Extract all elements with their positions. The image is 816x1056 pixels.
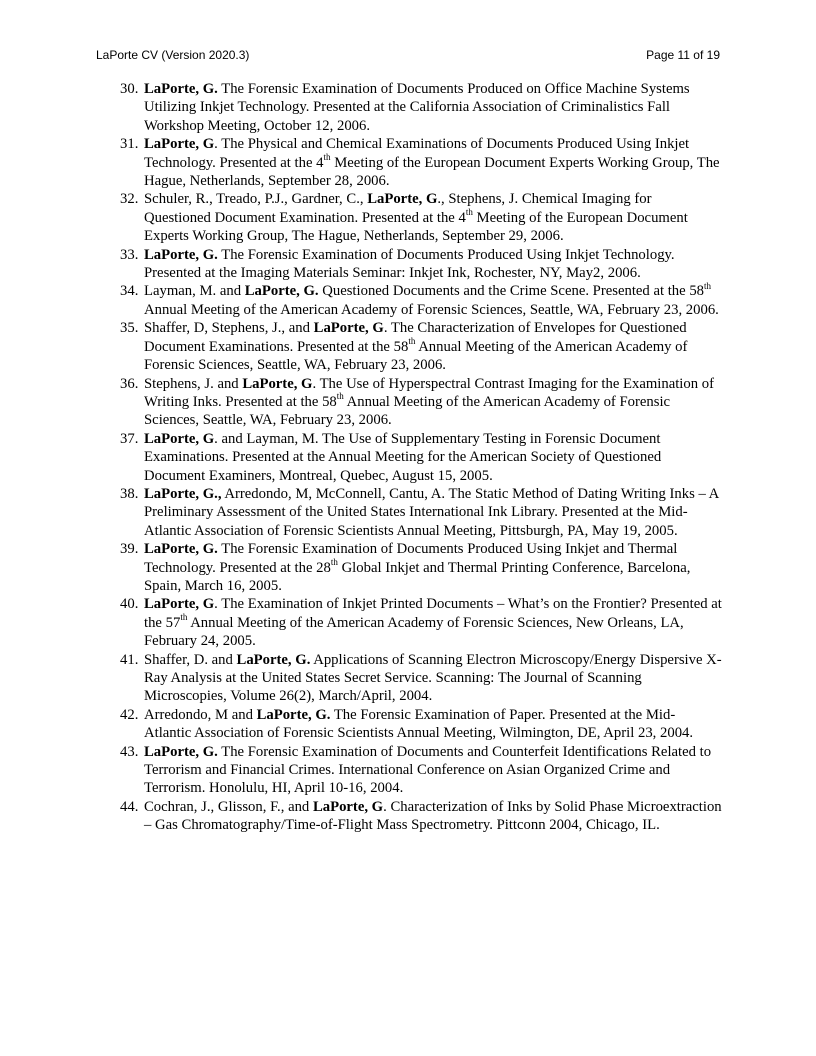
author-name: LaPorte, G. xyxy=(236,651,311,668)
entry-number: 44. xyxy=(120,798,139,815)
entry-number: 43. xyxy=(120,743,139,760)
entry-text: Annual Meeting of the American Academy of Forensic Sciences, Seattle, WA, February 23, 2006. xyxy=(144,338,688,374)
list-item xyxy=(120,280,722,319)
entry-text: Global Inkjet and Thermal Printing Conference, Barcelona, Spain, March 16, 2005. xyxy=(144,559,691,594)
list-item xyxy=(120,375,722,430)
entry-text: . The Examination of Inkjet Printed Documents – What’s on the Frontier? Presented at the 57 xyxy=(144,596,722,631)
author-name: LaPorte, G. xyxy=(244,283,319,300)
entry-number: 38. xyxy=(120,485,139,502)
list-item xyxy=(120,319,722,374)
author-name: LaPorte, G xyxy=(242,375,313,392)
list-item xyxy=(120,485,722,540)
entry-number: 30. xyxy=(120,81,139,97)
entry-text: Schuler, R., Treado, P.J., Gardner, C., xyxy=(144,191,368,208)
entry-text: The Forensic Examination of Documents Produced Using Inkjet and Thermal Technology. Presented at the 28 xyxy=(144,541,678,576)
entry-number: 37. xyxy=(120,430,139,447)
author-name: LaPorte, G., xyxy=(144,485,222,502)
entry-text: . The Characterization of Envelopes for Questioned Document Examinations. Presented at the 58 xyxy=(144,320,687,355)
author-name: LaPorte, G. xyxy=(144,743,218,760)
entry-number: 42. xyxy=(120,706,139,723)
list-item xyxy=(120,651,722,706)
list-item xyxy=(120,798,722,835)
entry-text: The Forensic Examination of Documents Produced Using Inkjet Technology. Presented at the Imaging Materials Seminar: Inkjet Ink, Rochester, NY, May2, 2006. xyxy=(144,246,675,282)
list-item xyxy=(120,743,722,798)
entry-text: Arredondo, M, McConnell, Cantu, A. The Static Method of Dating Writing Inks – A Preliminary Assessment of the United States International Ink Library. Presented at the Mid-Atlantic Association of Forensic Scientists Annual Meeting, Pittsburgh, PA, May 19, 2005. xyxy=(144,485,719,539)
entry-number: 33. xyxy=(120,246,139,263)
ordinal-suffix: th xyxy=(180,611,188,622)
author-name: LaPorte, G xyxy=(144,136,215,153)
author-name: LaPorte, G xyxy=(312,798,384,815)
author-name: LaPorte, G. xyxy=(144,541,218,558)
page-number: Page 11 of 19 xyxy=(646,48,720,62)
entry-text: Cochran, J., Glisson, F., and xyxy=(144,798,313,815)
entry-number: 34. xyxy=(120,283,139,300)
entry-text: . The Physical and Chemical Examinations of Documents Produced Using Inkjet Technology. Presented at the 4 xyxy=(144,136,690,171)
list-item xyxy=(120,135,722,190)
entry-text: . The Use of Hyperspectral Contrast Imaging for the Examination of Writing Inks. Presented at the 58 xyxy=(144,375,714,410)
author-name: LaPorte, G xyxy=(313,320,384,337)
entry-number: 35. xyxy=(120,320,139,337)
ordinal-suffix: th xyxy=(465,206,473,217)
publication-list xyxy=(120,80,722,835)
author-name: LaPorte, G. xyxy=(256,706,331,723)
ordinal-suffix: th xyxy=(336,391,344,402)
entry-number: 32. xyxy=(120,191,139,208)
entry-number: 41. xyxy=(120,651,139,668)
entry-text: Annual Meeting of the American Academy of Forensic Sciences, New Orleans, LA, February 24, 2005. xyxy=(144,614,684,650)
ordinal-suffix: th xyxy=(704,280,712,291)
list-item xyxy=(120,595,722,650)
entry-number: 36. xyxy=(120,375,139,392)
entry-number: 39. xyxy=(120,541,139,558)
ordinal-suffix: th xyxy=(408,335,416,346)
entry-text: Questioned Documents and the Crime Scene. Presented at the 58 xyxy=(318,283,705,300)
list-item xyxy=(120,190,722,245)
author-name: LaPorte, G. xyxy=(144,81,218,97)
entry-text: ., Stephens, J. Chemical Imaging for Questioned Document Examination. Presented at the 4 xyxy=(144,191,652,226)
list-item xyxy=(120,80,722,135)
entry-text: Meeting of the European Document Experts Working Group, The Hague, Netherlands, September 29, 2006. xyxy=(144,209,688,245)
author-name: LaPorte, G xyxy=(367,191,438,208)
entry-text: Annual Meeting of the American Academy of Forensic Sciences, Seattle, WA, February 23, 2006. xyxy=(144,301,719,318)
ordinal-suffix: th xyxy=(330,556,338,567)
list-item xyxy=(120,246,722,283)
entry-number: 40. xyxy=(120,596,139,613)
list-item xyxy=(120,540,722,595)
list-item xyxy=(120,706,722,743)
entry-text: Annual Meeting of the American Academy of Forensic Sciences, Seattle, WA, February 23, 2006. xyxy=(144,393,671,429)
entry-text: The Forensic Examination of Documents Produced on Office Machine Systems Utilizing Inkjet Technology. Presented at the California Association of Criminalistics Fall Workshop Meeting, October 12, 2006. xyxy=(144,81,690,134)
author-name: LaPorte, G xyxy=(144,430,215,447)
entry-text: Shaffer, D. and xyxy=(144,651,237,668)
entry-text: Meeting of the European Document Experts Working Group, The Hague, Netherlands, September 28, 2006. xyxy=(144,154,720,190)
entry-text: . and Layman, M. The Use of Supplementary Testing in Forensic Document Examinations. Presented at the Annual Meeting for the American Society of Questioned Document Examiners, Montreal, Quebec, August 15, 2005. xyxy=(144,430,662,484)
entry-text: Layman, M. and xyxy=(144,283,245,300)
entry-number: 31. xyxy=(120,136,139,153)
entry-text: Stephens, J. and xyxy=(144,375,243,392)
ordinal-suffix: th xyxy=(323,151,331,162)
entry-text: The Forensic Examination of Documents and Counterfeit Identifications Related to Terrorism and Financial Crimes. International Conference on Asian Organized Crime and Terrorism. Honolulu, HI, April 10-16, 2004. xyxy=(144,743,712,797)
header-title: LaPorte CV (Version 2020.3) xyxy=(96,48,250,62)
entry-text: Arredondo, M and xyxy=(144,706,257,723)
entry-text: . Characterization of Inks by Solid Phase Microextraction – Gas Chromatography/Time-of-Flight Mass Spectrometry. Pittconn 2004, Chicago, IL. xyxy=(144,798,722,834)
entry-text: Shaffer, D, Stephens, J., and xyxy=(144,320,314,337)
list-item xyxy=(120,430,722,485)
author-name: LaPorte, G xyxy=(144,596,215,613)
entry-text: Applications of Scanning Electron Microscopy/Energy Dispersive X-Ray Analysis at the United States Secret Service. Scanning: The Journal of Scanning Microscopies, Volume 26(2), March/April, 2004. xyxy=(144,651,722,705)
author-name: LaPorte, G. xyxy=(144,246,218,263)
entry-text: The Forensic Examination of Paper. Presented at the Mid-Atlantic Association of Forensic Scientists Annual Meeting, Wilmington, DE, April 23, 2004. xyxy=(144,706,694,742)
